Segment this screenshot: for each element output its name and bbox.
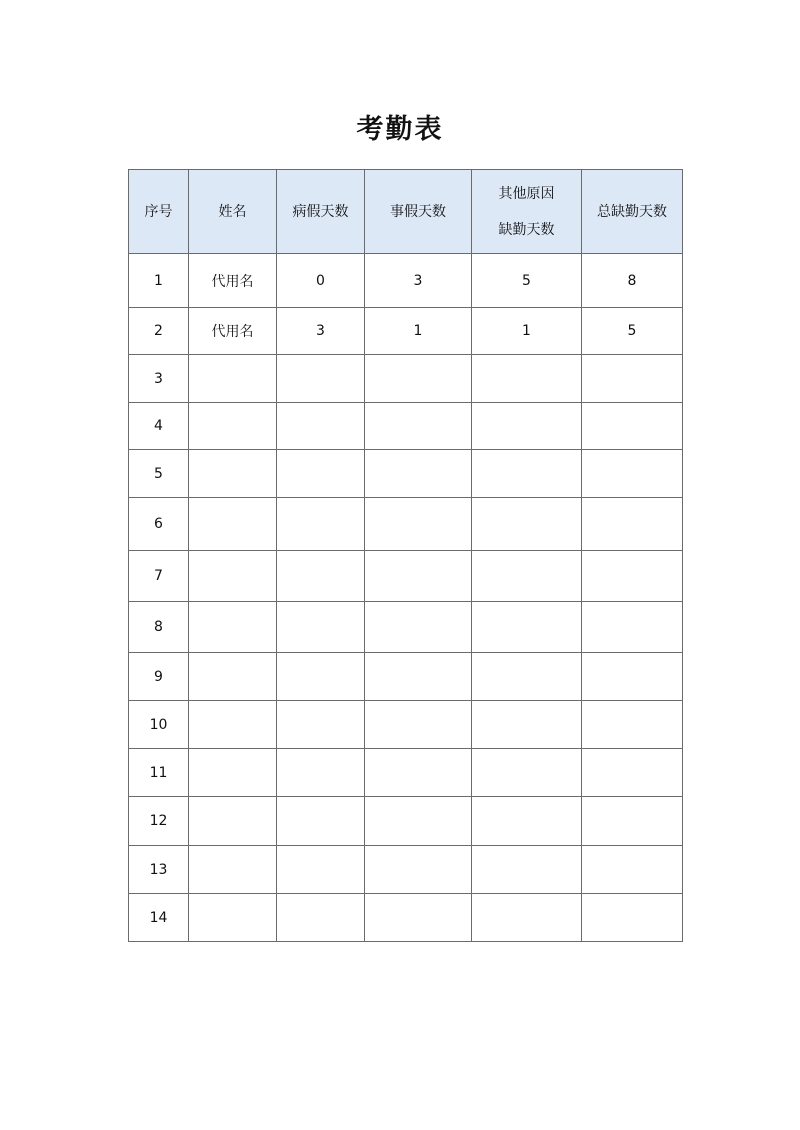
cell-other-reason-absence-days: 1	[472, 308, 582, 355]
cell-other-reason-absence-days	[472, 403, 582, 450]
cell-other-reason-absence-days	[472, 602, 582, 653]
table-row	[129, 846, 683, 894]
table-row	[129, 551, 683, 602]
table-row	[129, 308, 683, 355]
cell-sick-leave-days	[277, 701, 365, 749]
header-sick-leave-days: 病假天数	[277, 170, 365, 254]
cell-sick-leave-days	[277, 355, 365, 403]
cell-total-absence-days	[582, 846, 683, 894]
cell-serial: 13	[129, 846, 189, 894]
cell-personal-leave-days	[365, 498, 472, 551]
table-row	[129, 894, 683, 942]
cell-total-absence-days	[582, 403, 683, 450]
cell-sick-leave-days	[277, 403, 365, 450]
cell-other-reason-absence-days	[472, 701, 582, 749]
cell-serial: 14	[129, 894, 189, 942]
cell-other-reason-absence-days	[472, 894, 582, 942]
table-body	[129, 254, 683, 942]
cell-total-absence-days	[582, 653, 683, 701]
cell-total-absence-days	[582, 749, 683, 797]
cell-sick-leave-days	[277, 749, 365, 797]
table-row	[129, 403, 683, 450]
table-row	[129, 254, 683, 308]
table-row	[129, 701, 683, 749]
header-other-reason-line-2: 缺勤天数	[498, 221, 555, 238]
cell-serial: 2	[129, 308, 189, 355]
cell-personal-leave-days	[365, 701, 472, 749]
cell-name	[189, 894, 277, 942]
cell-sick-leave-days	[277, 551, 365, 602]
table-row	[129, 498, 683, 551]
cell-sick-leave-days: 0	[277, 254, 365, 308]
cell-sick-leave-days: 3	[277, 308, 365, 355]
cell-name	[189, 797, 277, 846]
header-serial: 序号	[129, 170, 189, 254]
cell-total-absence-days: 8	[582, 254, 683, 308]
cell-name	[189, 602, 277, 653]
table-row	[129, 797, 683, 846]
header-total-absence-days: 总缺勤天数	[582, 170, 683, 254]
cell-total-absence-days	[582, 450, 683, 498]
cell-personal-leave-days	[365, 602, 472, 653]
cell-serial: 11	[129, 749, 189, 797]
cell-other-reason-absence-days	[472, 355, 582, 403]
cell-serial: 12	[129, 797, 189, 846]
cell-total-absence-days	[582, 498, 683, 551]
cell-personal-leave-days	[365, 403, 472, 450]
cell-sick-leave-days	[277, 653, 365, 701]
cell-serial: 5	[129, 450, 189, 498]
attendance-table	[128, 169, 683, 942]
cell-total-absence-days	[582, 355, 683, 403]
header-name: 姓名	[189, 170, 277, 254]
table-row	[129, 653, 683, 701]
cell-sick-leave-days	[277, 797, 365, 846]
cell-serial: 8	[129, 602, 189, 653]
table-row	[129, 749, 683, 797]
cell-personal-leave-days	[365, 846, 472, 894]
table-row	[129, 355, 683, 403]
cell-serial: 6	[129, 498, 189, 551]
cell-sick-leave-days	[277, 602, 365, 653]
cell-personal-leave-days: 3	[365, 254, 472, 308]
cell-personal-leave-days: 1	[365, 308, 472, 355]
cell-personal-leave-days	[365, 749, 472, 797]
page-title: 考勤表	[356, 114, 444, 145]
cell-serial: 4	[129, 403, 189, 450]
table-row	[129, 602, 683, 653]
cell-other-reason-absence-days	[472, 498, 582, 551]
cell-total-absence-days: 5	[582, 308, 683, 355]
cell-serial: 1	[129, 254, 189, 308]
cell-name	[189, 749, 277, 797]
cell-other-reason-absence-days	[472, 749, 582, 797]
cell-serial: 3	[129, 355, 189, 403]
cell-other-reason-absence-days: 5	[472, 254, 582, 308]
cell-name	[189, 498, 277, 551]
cell-other-reason-absence-days	[472, 653, 582, 701]
header-other-reason-absence-days	[472, 170, 582, 254]
cell-sick-leave-days	[277, 450, 365, 498]
cell-serial: 10	[129, 701, 189, 749]
cell-other-reason-absence-days	[472, 846, 582, 894]
header-row	[129, 170, 683, 254]
cell-name	[189, 551, 277, 602]
header-other-reason-line-1: 其他原因	[498, 185, 555, 202]
cell-name: 代用名	[189, 308, 277, 355]
cell-name	[189, 403, 277, 450]
cell-name	[189, 355, 277, 403]
cell-total-absence-days	[582, 797, 683, 846]
cell-sick-leave-days	[277, 498, 365, 551]
cell-personal-leave-days	[365, 551, 472, 602]
cell-sick-leave-days	[277, 846, 365, 894]
cell-personal-leave-days	[365, 894, 472, 942]
cell-name	[189, 846, 277, 894]
cell-personal-leave-days	[365, 653, 472, 701]
cell-total-absence-days	[582, 551, 683, 602]
cell-sick-leave-days	[277, 894, 365, 942]
cell-name	[189, 450, 277, 498]
cell-serial: 7	[129, 551, 189, 602]
cell-total-absence-days	[582, 894, 683, 942]
cell-other-reason-absence-days	[472, 450, 582, 498]
cell-other-reason-absence-days	[472, 797, 582, 846]
cell-personal-leave-days	[365, 355, 472, 403]
header-personal-leave-days: 事假天数	[365, 170, 472, 254]
cell-name	[189, 653, 277, 701]
cell-serial: 9	[129, 653, 189, 701]
cell-other-reason-absence-days	[472, 551, 582, 602]
cell-total-absence-days	[582, 602, 683, 653]
cell-personal-leave-days	[365, 797, 472, 846]
cell-name	[189, 701, 277, 749]
table-row	[129, 450, 683, 498]
cell-name: 代用名	[189, 254, 277, 308]
cell-total-absence-days	[582, 701, 683, 749]
cell-personal-leave-days	[365, 450, 472, 498]
